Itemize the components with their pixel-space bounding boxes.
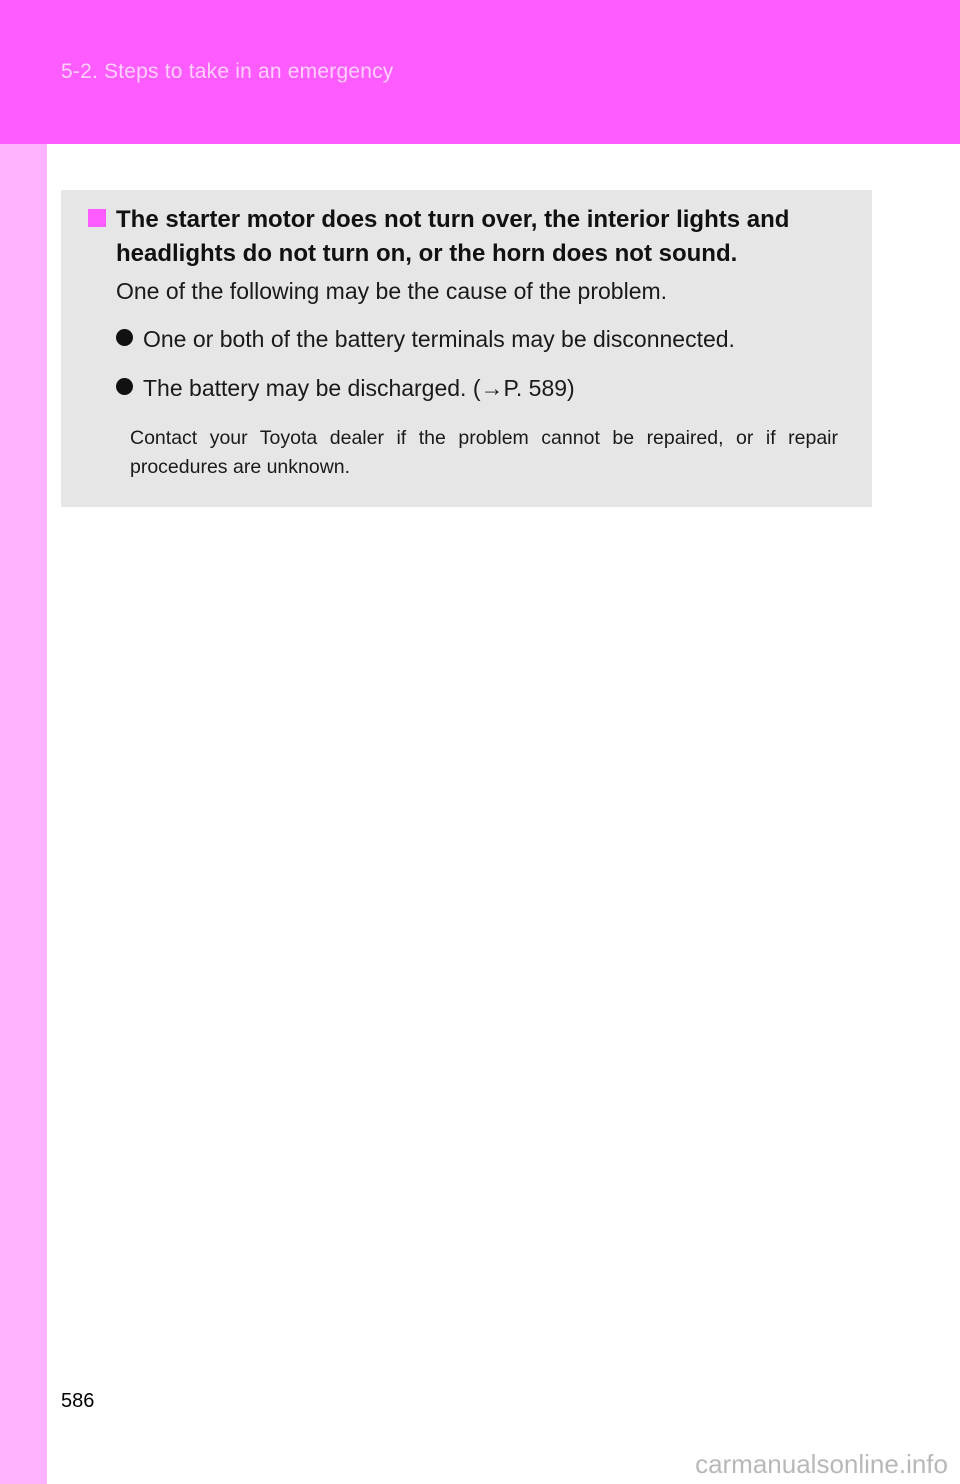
side-strip — [0, 144, 47, 1484]
info-box — [61, 190, 872, 507]
list-item-text: One or both of the battery terminals may be disconnected. — [143, 326, 735, 352]
square-bullet-icon — [88, 209, 106, 227]
dealer-note: Contact your Toyota dealer if the problem cannot be repaired, or if repair procedures are unknown. — [130, 427, 838, 478]
heading-row — [88, 203, 848, 271]
bullet-dot-icon — [116, 329, 133, 346]
box-heading: The starter motor does not turn over, the interior lights and headlights do not turn on, or the horn does not sound. — [116, 206, 790, 267]
bullet-dot-icon — [116, 378, 133, 395]
page-number: 586 — [61, 1390, 95, 1412]
intro-text: One of the following may be the cause of the problem. — [116, 278, 668, 304]
section-title: 5-2. Steps to take in an emergency — [61, 60, 394, 83]
list-item — [116, 375, 575, 402]
watermark: carmanualsonline.info — [695, 1449, 948, 1479]
list-item — [116, 326, 735, 353]
list-item-text: The battery may be discharged. (→P. 589) — [143, 375, 575, 401]
header-band — [0, 0, 960, 144]
